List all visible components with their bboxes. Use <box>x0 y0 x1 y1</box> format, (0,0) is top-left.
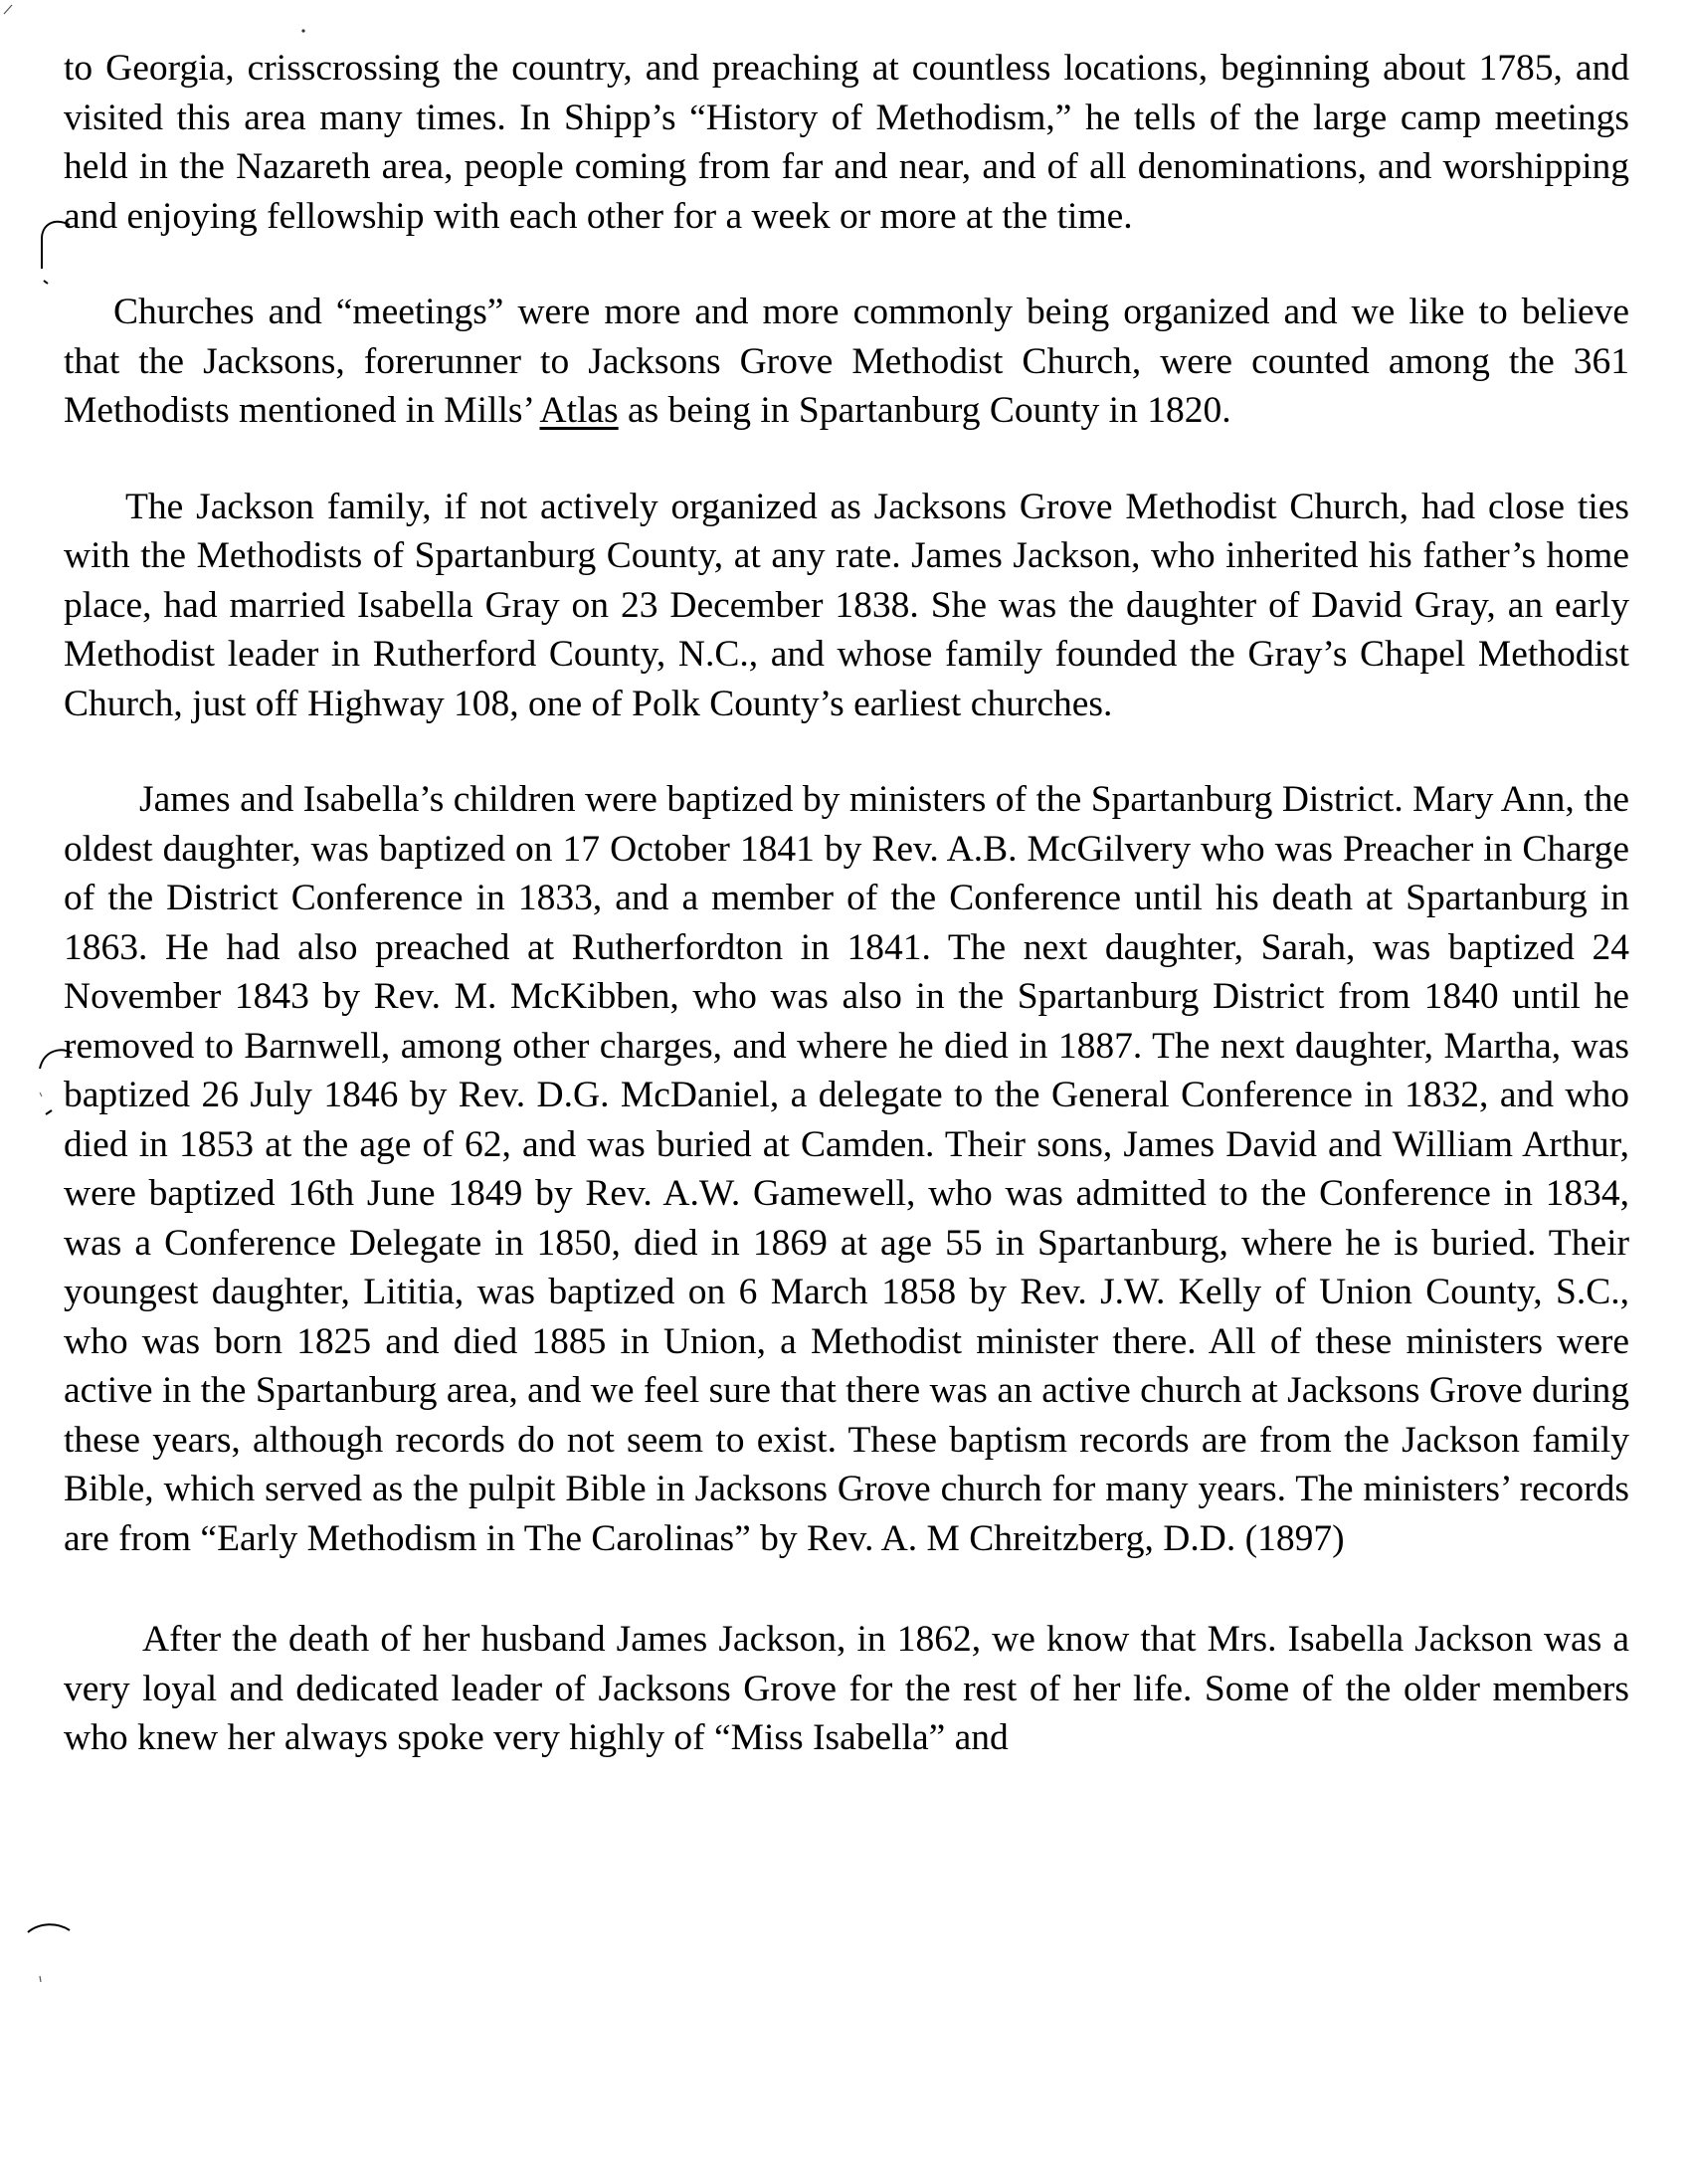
paragraph-2 <box>64 288 1629 436</box>
scan-mark-top <box>300 28 306 34</box>
paragraph-2-text-before: Churches and “meetings” were more and more commonly being organized and we like to believe that the Jacksons, forerunner to Jacksons Grove Methodist Church, were counted among the 361 Methodists mentioned in Mills’ <box>64 292 1629 431</box>
paragraph-5: After the death of her husband James Jackson, in 1862, we know that Mrs. Isabella Jackson was a very loyal and dedicated leader of Jacksons Grove for the rest of her life. Some of the older members who knew her always spoke very highly of “Miss Isabella” and <box>64 1619 1629 1758</box>
atlas-title: Atlas <box>539 390 619 431</box>
paragraph-2-text-after: as being in Spartanburg County in 1820. <box>618 390 1231 431</box>
document-page <box>64 44 1629 1810</box>
paragraph-3: The Jackson family, if not actively organized as Jacksons Grove Methodist Church, had close ties with the Methodists of Spartanburg County, at any rate. James Jackson, who inherited his father’s home place, had married Isabella Gray on 23 December 1838. She was the daughter of David Gray, an early Methodist leader in Rutherford County, N.C., and whose family founded the Gray’s Chapel Methodist Church, just off Highway 108, one of Polk County’s earliest churches. <box>64 486 1629 724</box>
paragraph-1: to Georgia, crisscrossing the country, and preaching at countless locations, beginning about 1785, and visited this area many times. In Shipp’s “History of Methodism,” he tells of the large camp meetings held in the Nazareth area, people coming from far and near, and of all denominations, and worshipping and enjoying fellowship with each other for a week or more at the time. <box>64 48 1629 237</box>
scan-mark-top-left <box>2 2 16 16</box>
punch-hole-mark-3 <box>24 1916 74 1986</box>
paragraph-4: James and Isabella’s children were baptized by ministers of the Spartanburg District. Mary Ann, the oldest daughter, was baptized on 17 October 1841 by Rev. A.B. McGilvery who was Preacher in Charge of the District Conference in 1833, and a member of the Conference until his death at Spartanburg in 1863. He had also preached at Rutherfordton in 1841. The next daughter, Sarah, was baptized 24 November 1843 by Rev. M. McKibben, who was also in the Spartanburg District from 1840 until he removed to Barnwell, among other charges, and where he died in 1887. The next daughter, Martha, was baptized 26 July 1846 by Rev. D.G. McDaniel, a delegate to the General Conference in 1832, and who died in 1853 at the age of 62, and was buried at Camden. Their sons, James David and William Arthur, were baptized 16th June 1849 by Rev. A.W. Gamewell, who was admitted to the Conference in 1834, was a Conference Delegate in 1850, died in 1869 at age 55 in Spartanburg, where he is buried. Their youngest daughter, Lititia, was baptized on 6 March 1858 by Rev. J.W. Kelly of Union County, S.C., who was born 1825 and died 1885 in Union, a Methodist minister there. All of these ministers were active in the Spartanburg area, and we feel sure that there was an active church at Jacksons Grove during these years, although records do not seem to exist. These baptism records are from the Jackson family Bible, which served as the pulpit Bible in Jacksons Grove church for many years. The ministers’ records are from “Early Methodism in The Carolinas” by Rev. A. M Chreitzberg, D.D. (1897) <box>64 779 1629 1559</box>
